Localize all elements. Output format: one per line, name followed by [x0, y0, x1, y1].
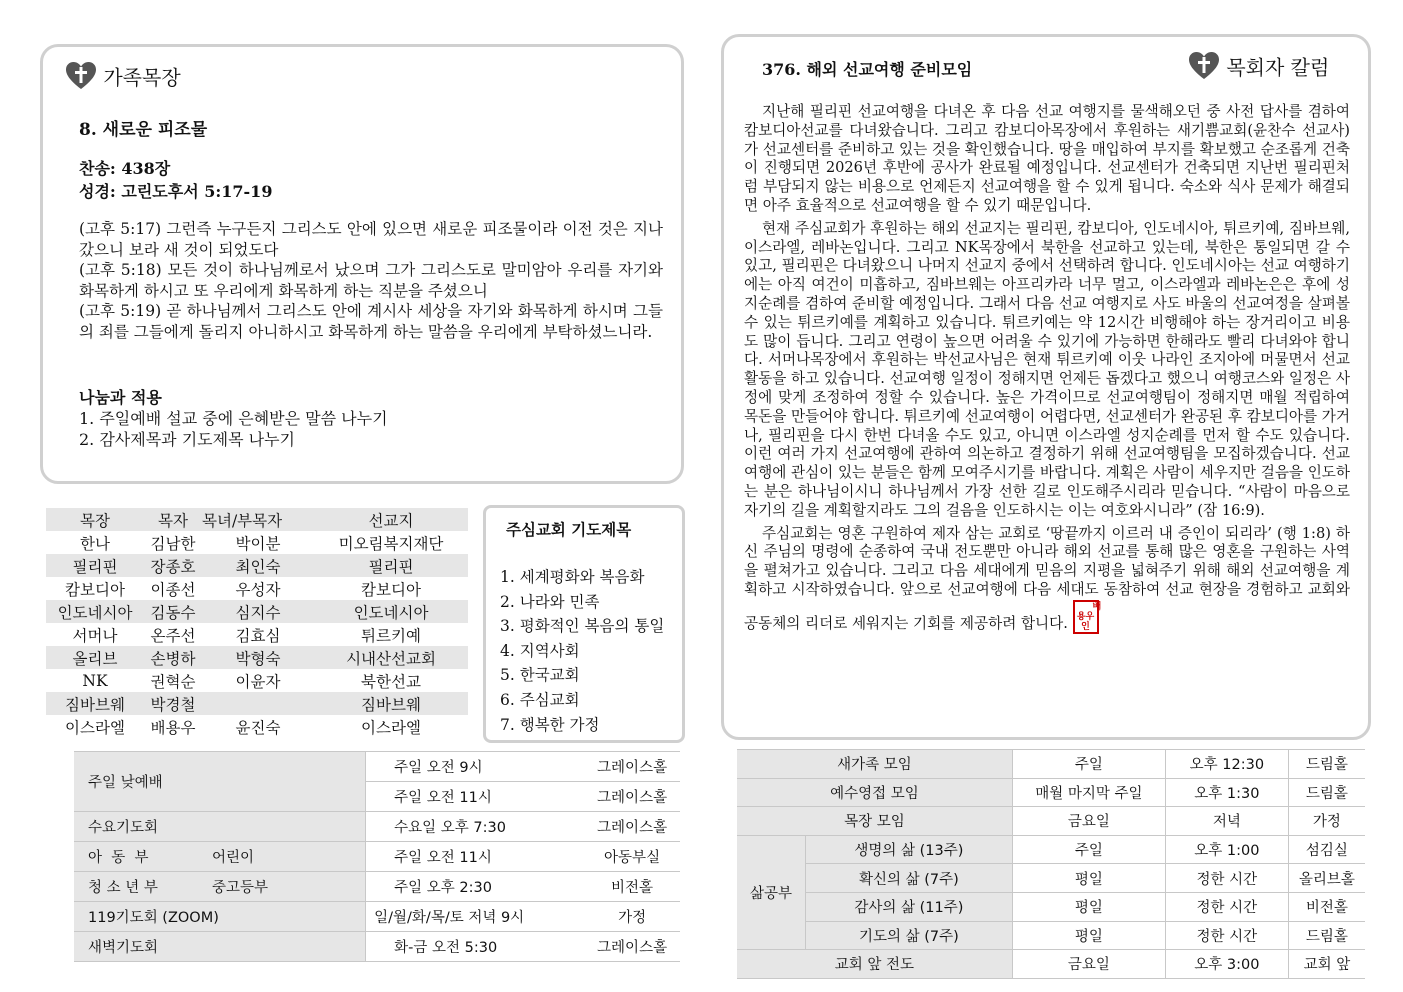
cell: 인도네시아 [46, 600, 144, 623]
verse-18: (고후 5:18) 모든 것이 하나님께로서 났으며 그가 그리스도로 말미암아 우리를 자기와 화목하게 하시고 또 우리에게 화목하게 하는 직분을 주셨으니 [79, 261, 663, 300]
family-section [40, 44, 684, 484]
place-cell: 드림홀 [1288, 750, 1365, 779]
service-sub: 중고등부 [198, 872, 366, 902]
cell: 박이분 [235, 534, 281, 553]
table-row [737, 950, 1365, 979]
cell: 캄보디아 [361, 580, 421, 599]
prayer-section [483, 505, 685, 743]
verse-17: (고후 5:17) 그런즉 누구든지 그리스도 안에 있으면 새로운 피조물이라 이전 것은 지나갔으니 보라 새 것이 되었도다 [79, 220, 663, 259]
cell: 심지수 [202, 600, 314, 623]
lesson-title: 8. 새로운 피조물 [79, 120, 208, 140]
time-cell: 정한 시간 [1165, 864, 1288, 893]
place-cell: 그레이스홀 [584, 812, 680, 842]
table-row [74, 842, 680, 872]
sunday-label: 주일 낮예배 [74, 752, 366, 812]
cell: 이스라엘 [361, 718, 421, 737]
table-row [737, 750, 1365, 779]
place-cell: 올리브홀 [1288, 864, 1365, 893]
day-cell: 주일 [1012, 750, 1165, 779]
col-header: 목장 [46, 508, 144, 531]
service-name: 아 동 부 [74, 842, 198, 872]
table-header-row [46, 508, 468, 531]
program-name: 교회 앞 전도 [737, 950, 1012, 979]
table-row [737, 864, 1365, 893]
cell: 이스라엘 [65, 718, 125, 737]
schedule-table [737, 749, 1365, 979]
col-header: 선교지 [314, 508, 468, 531]
cell: 이윤자 [235, 672, 281, 691]
place-cell: 드림홀 [1288, 921, 1365, 950]
cell: 권혁순 [150, 672, 196, 691]
table-row [46, 623, 468, 646]
place-cell: 그레이스홀 [584, 782, 680, 812]
scripture: 성경: 고린도후서 5:17-19 [79, 182, 273, 201]
mokjang-table [46, 508, 468, 738]
program-name: 감사의 삶 (11주) [806, 892, 1013, 921]
cell: 올리브 [46, 646, 144, 669]
cell: 필리핀 [46, 554, 144, 577]
cell: 북한선교 [361, 672, 421, 691]
sharing-title: 나눔과 적용 [79, 388, 162, 407]
place-cell: 교회 앞 [1288, 950, 1365, 979]
cell: 우성자 [235, 580, 281, 599]
cell: 최인숙 [202, 554, 314, 577]
service-name: 119기도회 (ZOOM) [74, 902, 366, 932]
program-name: 확신의 삶 (7주) [806, 864, 1013, 893]
prayer-title: 주심교회 기도제목 [506, 520, 632, 539]
time-cell: 수요일 오후 7:30 [366, 812, 585, 842]
table-row [737, 921, 1365, 950]
service-name: 새벽기도회 [74, 932, 366, 962]
signature-stamp: 배용우인 [1073, 600, 1099, 634]
program-name: 생명의 삶 (13주) [806, 835, 1013, 864]
program-name: 예수영접 모임 [737, 778, 1012, 807]
cell: 박경철 [144, 692, 202, 715]
cell: 캄보디아 [65, 580, 125, 599]
cell: 김남한 [150, 534, 196, 553]
cell: NK [82, 671, 108, 690]
cell: 필리핀 [314, 554, 468, 577]
prayer-item: 1. 세계평화와 복음화 [500, 568, 645, 586]
verse-19: (고후 5:19) 곧 하나님께서 그리스도 안에 계시사 세상을 자기와 화목하게 하시며 그들의 죄를 그들에게 돌리지 아니하시고 화목하게 하는 말씀을 우리에게 부탁하셨느니라. [79, 302, 663, 341]
article-paragraph-text: 주심교회는 영혼 구원하여 제자 삼는 교회로 ‘땅끝까지 이르러 내 증인이 되리라’ (행 1:8) 하신 주님의 명령에 순종하여 국내 전도뿐만 아니라 해외 선교를 통해 많은 영혼을 구원하는 사역을 펼쳐가고 있습니다. 그리고 다음 세대에게 믿음의 지평을 넓혀주기 위해 해외 선교여행을 계획하고 시작하였습니다. 앞으로 선교여행에 다음 세대도 동참하여 선교 현장을 경험하고 교회와 공동체의 리더로 세워지는 기회를 제공하려 합니다. [744, 524, 1350, 632]
table-row [46, 554, 468, 577]
cell: 시내산선교회 [314, 646, 468, 669]
day-cell: 주일 [1012, 835, 1165, 864]
column-header [1188, 51, 1329, 81]
col-header: 목자 [144, 508, 202, 531]
column-section [721, 34, 1371, 740]
cell: 김동수 [144, 600, 202, 623]
place-cell: 가정 [584, 902, 680, 932]
prayer-item: 4. 지역사회 [500, 641, 580, 660]
cell: 장종호 [144, 554, 202, 577]
place-cell: 아동부실 [584, 842, 680, 872]
time-cell: 주일 오전 11시 [366, 782, 585, 812]
place-cell: 비전홀 [1288, 892, 1365, 921]
table-row [74, 812, 680, 842]
time-cell: 저녁 [1165, 807, 1288, 836]
day-cell: 금요일 [1012, 807, 1165, 836]
worship-table [74, 751, 680, 962]
hymn: 찬송: 438장 [79, 159, 171, 178]
article-paragraph [744, 525, 1350, 634]
time-cell: 주일 오후 2:30 [366, 872, 585, 902]
cell: 배용우 [150, 718, 196, 737]
place-cell: 섬김실 [1288, 835, 1365, 864]
cell: 한나 [80, 534, 110, 553]
col-header: 목녀/부목자 [202, 508, 314, 531]
day-cell: 평일 [1012, 921, 1165, 950]
table-row [46, 669, 468, 692]
article-body [744, 103, 1350, 638]
verses [79, 219, 663, 342]
place-cell: 비전홀 [584, 872, 680, 902]
cell: 짐바브웨 [314, 692, 468, 715]
program-name: 기도의 삶 (7주) [806, 921, 1013, 950]
cell: 박형숙 [202, 646, 314, 669]
place-cell: 가정 [1288, 807, 1365, 836]
prayer-item: 3. 평화적인 복음의 통일 [500, 617, 665, 636]
table-row [46, 600, 468, 623]
program-name: 새가족 모임 [737, 750, 1012, 779]
time-cell: 주일 오전 11시 [366, 842, 585, 872]
time-cell: 오후 1:00 [1165, 835, 1288, 864]
time-cell: 오후 12:30 [1165, 750, 1288, 779]
place-cell: 그레이스홀 [584, 932, 680, 962]
cell: 미오림복지재단 [338, 534, 444, 553]
program-name: 목장 모임 [737, 807, 1012, 836]
table-row [46, 692, 468, 715]
heart-cross-icon [65, 61, 97, 91]
table-row [737, 892, 1365, 921]
place-cell: 드림홀 [1288, 778, 1365, 807]
cell: 짐바브웨 [46, 692, 144, 715]
column-label: 목회자 칼럼 [1226, 55, 1330, 80]
place-cell: 그레이스홀 [584, 752, 680, 782]
time-cell: 오후 1:30 [1165, 778, 1288, 807]
sharing-item: 2. 감사제목과 기도제목 나누기 [79, 430, 295, 449]
cell [202, 692, 314, 715]
table-row [46, 577, 468, 600]
table-row [737, 807, 1365, 836]
life-study-label: 삶공부 [737, 835, 806, 949]
table-row [46, 715, 468, 738]
day-cell: 평일 [1012, 864, 1165, 893]
cell: 김효심 [235, 626, 281, 645]
prayer-item: 5. 한국교회 [500, 666, 580, 685]
day-cell: 금요일 [1012, 950, 1165, 979]
heart-cross-icon [1188, 51, 1220, 81]
table-row [737, 778, 1365, 807]
article-paragraph: 현재 주심교회가 후원하는 해외 선교지는 필리핀, 캄보디아, 인도네시아, 튀르키예, 짐바브웨, 이스라엘, 레바논입니다. 그리고 NK목장에서 북한을 선교하고 있는데, 북한은 통일되면 갈 수 있고, 필리핀은 다녀왔으니 나머지 선교지 중에서 선택하려 합니다. 인도네시아는 선교 여행하기에는 아직 여건이 미흡하고, 짐바브웨는 아프리카라 너무 멀고, 이스라엘과 레바논은은 후에 성지순례를 겸하여 준비할 예정입니다. 그래서 다음 선교 여행지로 사도 바울의 선교여정을 살펴볼 수 있는 튀르키예를 계획하고 있습니다. 튀르키예는 약 12시간 비행해야 하는 장거리이고 비용도 많이 듭니다. 그리고 연령이 높으면 어려울 수 있기에 가능하면 한해라도 빨리 다녀와야 합니다. 서머나목장에서 후원하는 박선교사님은 현재 튀르키예 이웃 나라인 조지아에 머물면서 선교활동을 하고 있습니다. 선교여행 일정이 정해지면 언제든 돕겠다고 했으니 여행코스와 일정은 사정에 맞게 조정하여 정할 수 있습니다. 높은 가격이므로 선교여행팀이 정해지면 매월 적립하여 목돈을 만들어야 합니다. 튀르키예 선교여행이 어렵다면, 선교센터가 완공된 후 캄보디아를 가거나, 필리핀을 다시 한번 다녀올 수도 있고, 아니면 이스라엘 성지순례를 먼저 할 수도 있습니다. 이런 여러 가지 선교여행에 관하여 의논하고 결정하기 위해 선교여행팀을 모집하겠습니다. 선교여행에 관심이 있는 분들은 함께 모여주시기를 바랍니다. 계획은 사람이 세우지만 걸음을 인도하는 분은 하나님이시니 하나님께서 가장 선한 길로 인도해주시리라 믿습니다. “사람이 마음으로 자기의 길을 계획할지라도 그의 걸음을 인도하시는 이는 여호와시니라” (잠 16:9). [744, 219, 1350, 519]
cell: 이종선 [150, 580, 196, 599]
cell: 인도네시아 [314, 600, 468, 623]
table-row [74, 872, 680, 902]
family-title: 가족목장 [103, 65, 181, 90]
time-cell: 주일 오전 9시 [366, 752, 585, 782]
time-cell: 정한 시간 [1165, 892, 1288, 921]
time-cell: 화-금 오전 5:30 [366, 932, 585, 962]
table-row [46, 531, 468, 554]
prayer-item: 7. 행복한 가정 [500, 715, 600, 734]
time-cell: 일/월/화/목/토 저녁 9시 [366, 902, 585, 932]
table-row [46, 646, 468, 669]
cell: 손병하 [144, 646, 202, 669]
table-row [737, 835, 1365, 864]
service-sub [198, 812, 366, 842]
article-title: 376. 해외 선교여행 준비모임 [762, 60, 973, 79]
prayer-item: 6. 주심교회 [500, 690, 580, 709]
table-row [74, 902, 680, 932]
table-row [74, 752, 680, 782]
family-header [65, 61, 181, 91]
service-sub: 어린이 [198, 842, 366, 872]
service-name: 수요기도회 [74, 812, 198, 842]
time-cell: 오후 3:00 [1165, 950, 1288, 979]
day-cell: 매월 마지막 주일 [1012, 778, 1165, 807]
service-name: 청 소 년 부 [74, 872, 198, 902]
cell: 온주선 [150, 626, 196, 645]
prayer-item: 2. 나라와 민족 [500, 592, 600, 611]
table-row [74, 932, 680, 962]
sharing-item: 1. 주일예배 설교 중에 은혜받은 말씀 나누기 [79, 409, 388, 428]
cell: 윤진숙 [235, 718, 281, 737]
cell: 튀르키예 [361, 626, 421, 645]
cell: 서머나 [72, 626, 118, 645]
day-cell: 평일 [1012, 892, 1165, 921]
article-paragraph: 지난해 필리핀 선교여행을 다녀온 후 다음 선교 여행지를 물색해오던 중 사전 답사를 겸하여 캄보디아선교를 다녀왔습니다. 그리고 캄보디아목장에서 후원하는 새기쁨교회(윤찬수 선교사)가 선교센터를 준비하고 있는 것을 확인했습니다. 땅을 매입하여 부지를 확보했고 순조롭게 건축이 진행되면 2026년 후반에 공사가 완료될 예정입니다. 선교센터가 건축되면 지난번 필리핀처럼 부담되지 않는 비용으로 언제든지 선교여행을 할 수 있게 됩니다. 숙소와 식사 문제가 해결되면 아주 효율적으로 선교여행을 할 수 있기 때문입니다. [744, 103, 1350, 214]
time-cell: 정한 시간 [1165, 921, 1288, 950]
